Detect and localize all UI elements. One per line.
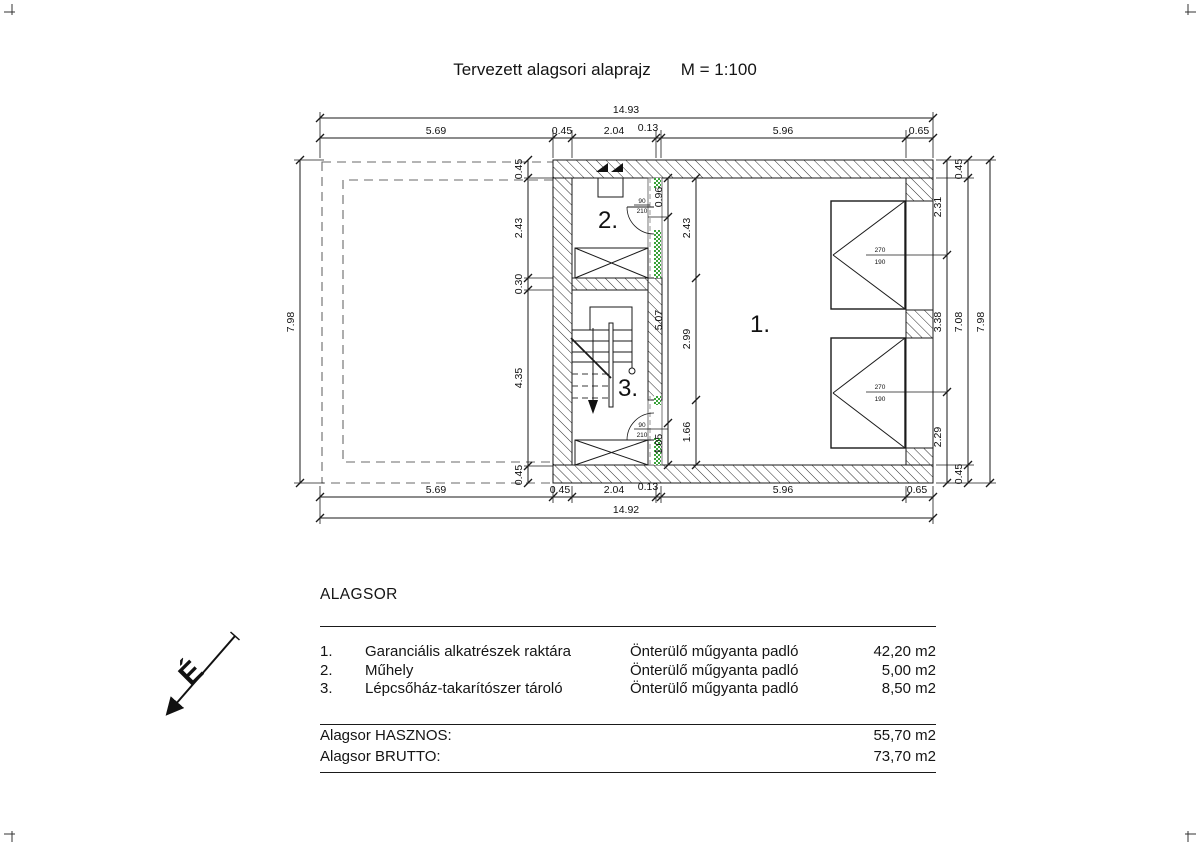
totals-rule-bottom (320, 772, 936, 773)
legend-row (320, 680, 936, 699)
room-area: 8,50 m2 (881, 680, 936, 697)
dim: 0.45 (513, 464, 525, 486)
dim: 5.69 (425, 125, 447, 137)
window-room2 (598, 178, 623, 197)
dim: 0.65 (908, 125, 930, 137)
north-label: É (172, 654, 211, 693)
dim: 2.31 (932, 196, 944, 218)
dim-bottom (316, 481, 937, 524)
room-number: 3. (320, 680, 333, 697)
dim: 1.05 (653, 433, 665, 455)
room1-label: 1. (749, 311, 771, 338)
door2-height: 210 (636, 208, 648, 215)
dashed-outline (322, 162, 553, 483)
scale-text: M = 1:100 (680, 60, 757, 79)
garage2-height: 190 (874, 396, 886, 403)
shaft-upper (575, 248, 648, 278)
room2-label: 2. (597, 207, 619, 234)
total-hasznos (320, 725, 936, 746)
room3-label: 3. (617, 375, 639, 402)
room-area: 42,20 m2 (873, 643, 936, 660)
dim: 5.96 (772, 484, 794, 496)
dim: 4.35 (513, 367, 525, 389)
dim-top-overall: 14.93 (612, 104, 640, 116)
dim: 2.04 (603, 125, 625, 137)
stair-down-arrow (588, 400, 598, 414)
dim-left (285, 156, 553, 487)
legend (320, 586, 936, 773)
dim: 0.65 (906, 484, 928, 496)
garage1-width: 270 (874, 247, 886, 254)
legend-row (320, 662, 936, 681)
dim-right-overall: 7.98 (975, 311, 987, 333)
door3-height: 210 (636, 432, 648, 439)
dim: 0.45 (953, 158, 965, 180)
dim-top (316, 104, 937, 158)
legend-rows (320, 643, 936, 699)
legend-row (320, 643, 936, 662)
dim: 7.08 (953, 311, 965, 333)
door2-width: 90 (638, 198, 646, 205)
dim: 5.69 (425, 484, 447, 496)
legend-rule (320, 626, 936, 627)
dim-bottom-overall: 14.92 (612, 504, 640, 516)
dim: 2.99 (681, 328, 693, 350)
dim: 2.43 (681, 217, 693, 239)
dim: 0.45 (513, 158, 525, 180)
shaft-lower (575, 440, 648, 465)
garage2-width: 270 (874, 384, 886, 391)
north-arrow-icon (168, 632, 240, 713)
dim: 3.38 (932, 311, 944, 333)
dim: 2.04 (603, 484, 625, 496)
dim: 0.45 (549, 484, 571, 496)
room-floor: Önterülő műgyanta padló (630, 661, 799, 679)
room-name: Műhely (365, 661, 414, 679)
dim: 5.07 (653, 309, 665, 331)
dim-left-overall: 7.98 (285, 311, 297, 333)
total-brutto (320, 746, 936, 767)
dim: 0.45 (551, 125, 573, 137)
garage1-height: 190 (874, 259, 886, 266)
room-number: 2. (320, 661, 333, 679)
dim: 2.43 (513, 217, 525, 239)
total-value: 55,70 m2 (873, 726, 936, 744)
room-number: 1. (320, 643, 333, 660)
total-label: Alagsor BRUTTO: (320, 747, 441, 765)
legend-heading: ALAGSOR (320, 586, 398, 603)
room-name: Garanciális alkatrészek raktára (365, 643, 571, 660)
dim: 0.45 (953, 463, 965, 485)
room-area: 5,00 m2 (881, 661, 936, 679)
dim: 5.96 (772, 125, 794, 137)
dim: 1.66 (681, 421, 693, 443)
room-floor: Önterülő műgyanta padló (630, 643, 799, 660)
dim: 0.13 (637, 122, 659, 134)
room-name: Lépcsőház-takarítószer tároló (365, 680, 563, 697)
dim: 0.13 (637, 481, 659, 493)
dim: 0.96 (653, 186, 665, 208)
total-value: 73,70 m2 (873, 747, 936, 765)
door3-width: 90 (638, 422, 646, 429)
total-label: Alagsor HASZNOS: (320, 726, 452, 744)
dim-right (932, 156, 996, 487)
room-floor: Önterülő műgyanta padló (630, 680, 799, 697)
dim: 0.30 (513, 273, 525, 295)
dim: 2.29 (932, 426, 944, 448)
title-text: Tervezett alagsori alaprajz (453, 60, 651, 79)
